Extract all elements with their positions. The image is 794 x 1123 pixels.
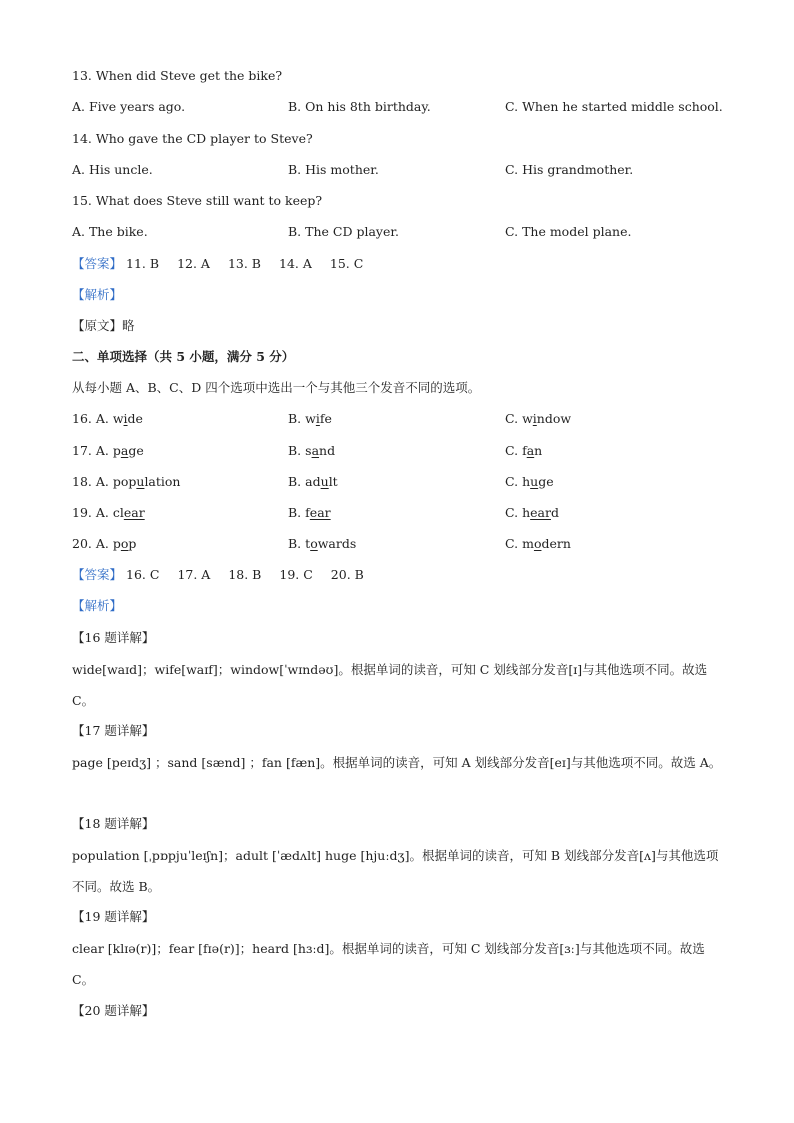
- answer-label: 【答案】: [72, 256, 123, 271]
- q13-option-c: C. When he started middle school.: [505, 99, 723, 114]
- q13-option-a: A. Five years ago.: [72, 99, 186, 114]
- detail-20-heading: 【20 题详解】: [72, 1003, 155, 1018]
- answer-item: 11. B: [126, 256, 160, 271]
- original-text-note: 【原文】略: [72, 318, 135, 333]
- section-2-instruction: 从每小题 A、B、C、D 四个选项中选出一个与其他三个发音不同的选项。: [72, 380, 481, 395]
- answer-item: 14. A: [279, 256, 312, 271]
- answer-item: 15. C: [329, 256, 364, 271]
- question-14: 14. Who gave the CD player to Steve?: [72, 131, 313, 146]
- q16-option-a: 16. A. wide: [72, 411, 143, 426]
- q20-option-c: C. modern: [505, 536, 571, 551]
- detail-16-body: wide[waɪd]；wife[waɪf]；window[ˈwɪndəʊ]。根据单词的读音，可知 C 划线部分发音[ɪ]与其他选项不同。故选 C。: [72, 662, 708, 708]
- detail-19-heading: 【19 题详解】: [72, 909, 155, 924]
- section-2-title: 二、单项选择（共 5 小题，满分 5 分）: [72, 349, 295, 364]
- q20-option-b: B. towards: [288, 536, 357, 551]
- answer-row-1: [72, 255, 381, 273]
- q13-option-b: B. On his 8th birthday.: [288, 99, 431, 114]
- analysis-label-2: 【解析】: [72, 598, 123, 613]
- question-13: 13. When did Steve get the bike?: [72, 68, 283, 83]
- detail-19-body: clear [klɪə(r)]；fear [fɪə(r)]；heard [hɜːd]。根据单词的读音，可知 C 划线部分发音[ɜː]与其他选项不同。故选 C。: [72, 941, 705, 987]
- q17-option-a: 17. A. page: [72, 443, 144, 458]
- q15-option-a: A. The bike.: [72, 224, 148, 239]
- q15-option-c: C. The model plane.: [505, 224, 632, 239]
- q15-option-b: B. The CD player.: [288, 224, 399, 239]
- analysis-label-1: 【解析】: [72, 287, 123, 302]
- detail-17-heading: 【17 题详解】: [72, 723, 155, 738]
- q14-option-c: C. His grandmother.: [505, 162, 634, 177]
- q17-option-c: C. fan: [505, 443, 543, 458]
- answer-item: 13. B: [227, 256, 261, 271]
- q18-option-c: C. huge: [505, 474, 554, 489]
- answer-row-2: [72, 566, 382, 584]
- answer-item: 18. B: [228, 567, 262, 582]
- q18-option-a: 18. A. population: [72, 474, 181, 489]
- q19-option-c: C. heard: [505, 505, 559, 520]
- q19-option-a: 19. A. clear: [72, 505, 145, 520]
- q16-option-b: B. wife: [288, 411, 332, 426]
- detail-17-body: page [peɪdʒ] ；sand [sænd] ；fan [fæn]。根据单词的读音，可知 A 划线部分发音[eɪ]与其他选项不同。故选 A。: [72, 755, 722, 770]
- answer-item: 19. C: [279, 567, 313, 582]
- q14-option-a: A. His uncle.: [72, 162, 153, 177]
- q17-option-b: B. sand: [288, 443, 336, 458]
- q19-option-b: B. fear: [288, 505, 331, 520]
- q18-option-b: B. adult: [288, 474, 338, 489]
- detail-16-heading: 【16 题详解】: [72, 630, 155, 645]
- answer-item: 20. B: [330, 567, 364, 582]
- answer-label: 【答案】: [72, 567, 123, 582]
- q16-option-c: C. window: [505, 411, 572, 426]
- q20-option-a: 20. A. pop: [72, 536, 137, 551]
- detail-18-heading: 【18 题详解】: [72, 816, 155, 831]
- q14-option-b: B. His mother.: [288, 162, 379, 177]
- answer-item: 16. C: [126, 567, 160, 582]
- question-15: 15. What does Steve still want to keep?: [72, 193, 323, 208]
- answer-item: 12. A: [177, 256, 210, 271]
- detail-18-body: population [ˌpɒpjuˈleɪʃn]；adult [ˈædʌlt] huge [hjuːdʒ]。根据单词的读音，可知 B 划线部分发音[ʌ]与其他选项不同。故选 B。: [72, 848, 719, 894]
- answer-item: 17. A: [177, 567, 211, 582]
